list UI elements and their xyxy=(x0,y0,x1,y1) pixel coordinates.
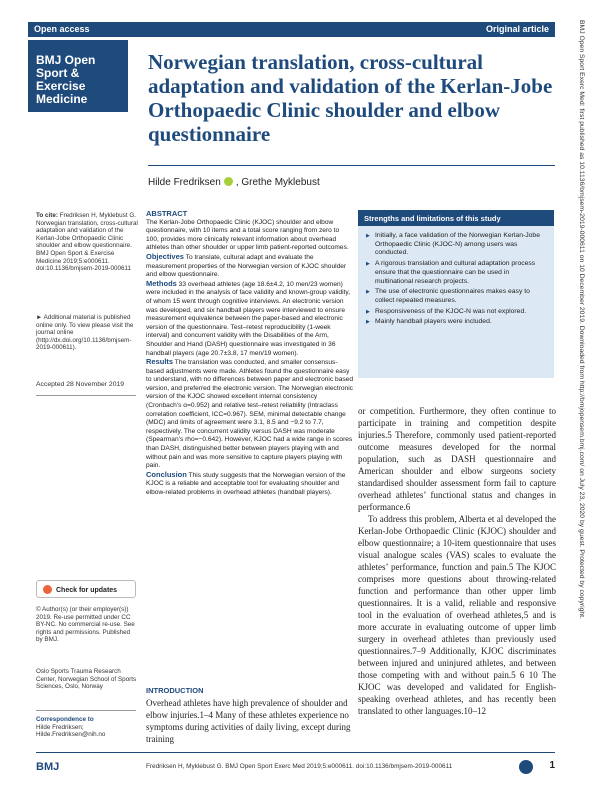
results-text: The translation was conducted, and smaller consensus-based adjustments were made. Athletes found the questionnaire easy to understand, with no differences between paper and electronic based version, and preferred the electronic version. The Norwegian electronic version of the KJOC showed excellent internal consistency (Cronbach’s α=0.952) and relative test–retest reliability (Intraclass correlation coefficient, ICC=0.967). SEM, minimal detectable change (MDC) and limits of agreement were 3.1, 8.5 and −9.2 to 7.7, respectively. The concurrent validity versus DASH was moderate (Spearman’s rho=−0.642). However, KJOC had a wide range in scores than DASH, distinguished better between players playing with and without pain and was more sensitive to capture players playing with pain. xyxy=(146,359,353,470)
introduction-heading: INTRODUCTION xyxy=(146,686,204,695)
update-icon xyxy=(43,585,52,594)
journal-line2: Sport & xyxy=(36,66,80,80)
cite-label: To cite: xyxy=(36,212,58,219)
corr-label: Correspondence to xyxy=(36,716,94,723)
abstract xyxy=(146,210,353,498)
strengths-list xyxy=(358,226,554,327)
correspondence xyxy=(36,716,138,739)
copyright-notice: © Author(s) (or their employer(s)) 2019. Re-use permitted under CC BY-NC. No commercial re-use. See rights and permissions. Published by BMJ. xyxy=(36,606,135,644)
bmj-seal-icon xyxy=(519,760,533,774)
methods-text: 33 overhead athletes (age 18.6±4.2, 10 men/23 women) were included in the analysis of face validity and known-group validity, of whom 15 went through cognitive interviews. An electronic version was developed, and six handball players were interviewed to ensure measurement equivalence between the paper-based and electronic version of the questionnaire. Test–retest reproducibility (1-week interval) and concurrent validity with the Disabilities of the Arm, Shoulder and Hand (DASH) questionnaire was investigated in 36 handball players (age 20.7±3.8, 17 men/19 women). xyxy=(146,280,351,357)
results-label: Results xyxy=(146,357,174,367)
footer-citation: Fredriksen H, Myklebust G. BMJ Open Sport Exerc Med 2019;5:e000611. doi:10.1136/bmjsem-2019-000611 xyxy=(146,763,453,770)
orcid-icon[interactable] xyxy=(224,177,233,186)
journal-line1: BMJ Open xyxy=(36,53,96,67)
author-1[interactable]: Hilde Fredriksen xyxy=(148,177,221,188)
introduction-text: Overhead athletes have high prevalence of shoulder and elbow injuries.1–4 Many of these athletes experience no symptoms during activities of daily living, except during training xyxy=(146,698,351,744)
cite-text: Fredriksen H, Myklebust G. Norwegian translation, cross-cultural adaptation and validation of the Kerlan-Jobe Orthopaedic Clinic shoulder and elbow questionnaire. BMJ Open Sport & Exercise Medicine 2019;5:e000611. doi:10.1136/bmjsem-2019-000611 xyxy=(36,212,138,273)
paragraph-2: To address this problem, Alberta et al developed the Kerlan-Jobe Orthopaedic Clinic (KJOC) shoulder and elbow questionnaire; a 10-item questionnaire that uses visual analogue scales (VAS) scales to evaluate the athletes’ performance, function and pain.5 The KJOC comprises more questions about throwing-related function and performance than other upper limb questionnaires. It is a valid, reliable and responsive tool in the evaluation of overhead athletes,5 and is more accurate in evaluating outcome of upper limb surgery in overhead athletes than previously used questionnaires.7–9 Additionally, KJOC discriminates between injured and uninjured athletes, and between those competing with and without pain.5 6 10 The KJOC was developed and validated for English-speaking overhead athletes, and has recently been translated to other languages.10–12 xyxy=(358,514,556,716)
open-access-label: Open access xyxy=(34,24,90,34)
corr-email[interactable]: Hilde Fredriksen; Hilde.Fredriksen@nih.no xyxy=(36,723,106,739)
abstract-objectives xyxy=(146,253,353,280)
footer-rule xyxy=(36,752,555,753)
abstract-results xyxy=(146,358,353,471)
article-title: Norwegian translation, cross-cultural adaptation and validation of the Kerlan-Jobe Orthopaedic Clinic shoulder and elbow questionnaire xyxy=(148,50,553,146)
objectives-text: To translate, cultural adapt and evaluate the measurement properties of the Norwegian version of KJOC shoulder and elbow questionnaire. xyxy=(146,253,347,279)
strengths-box xyxy=(358,210,554,378)
abstract-methods xyxy=(146,280,353,358)
conclusion-label: Conclusion xyxy=(146,469,187,479)
top-banner xyxy=(28,22,555,37)
list-item: ▶ The use of electronic questionnaires makes easy to collect repeated measures. xyxy=(366,288,548,305)
abstract-intro: The Kerlan-Jobe Orthopaedic Clinic (KJOC) shoulder and elbow questionnaire, with 10 items and a total score ranging from zero to 100, provides more clinically relevant information about overhead athletes than other shoulder or upper limb patient-reported outcomes. xyxy=(146,218,349,252)
author-list xyxy=(148,177,320,188)
footer xyxy=(36,760,555,780)
check-for-updates-button[interactable] xyxy=(36,580,136,598)
abstract-heading: ABSTRACT xyxy=(146,209,188,218)
left-divider xyxy=(36,395,136,396)
conclusion-text: This study suggests that the Norwegian version of the KJOC is a reliable and acceptable tool for evaluating shoulder and elbow-related problems in overhead athletes (handball players). xyxy=(146,471,346,496)
accepted-date: Accepted 28 November 2019 xyxy=(36,381,125,388)
side-download-notice[interactable]: BMJ Open Sport Exerc Med: first published as 10.1136/bmjsem-2019-000611 on 10 December 2019. Downloaded from http://bmjopensem.bmj.com/ on July 23, 2020 by guest. Protected by copyright. xyxy=(578,20,585,619)
paragraph-1: or competition. Furthermore, they often continue to participate in training and competition despite injuries.5 Therefore, commonly used patient-reported outcome measures developed for the normal population, such as DASH questionnaire and American shoulder and elbow surgeons society standardised shoulder assessment form fail to capture overhead athletes’ functional status and changes in performance.6 xyxy=(358,406,556,512)
bmj-logo: BMJ xyxy=(36,761,60,773)
citation-block xyxy=(36,212,138,273)
article-type-label: Original article xyxy=(485,24,549,34)
list-item: ▶ Mainly handball players were included. xyxy=(366,318,548,327)
abstract-conclusion xyxy=(146,471,353,498)
affiliation: Oslo Sports Trauma Research Center, Norwegian School of Sports Sciences, Oslo, Norway xyxy=(36,668,137,691)
journal-logo xyxy=(28,40,128,112)
left-divider-2 xyxy=(36,710,136,711)
additional-material[interactable]: ► Additional material is published online only. To view please visit the journal online (http://dx.doi.org/10.1136/bmjsem-2019-000611). xyxy=(36,314,134,352)
list-item: ▶ A rigorous translation and cultural adaptation process ensure that the questionnaire can be used in multinational research projects. xyxy=(366,260,548,286)
check-label: Check for updates xyxy=(56,587,118,594)
author-2[interactable]: , Grethe Myklebust xyxy=(235,177,320,188)
journal-line4: Medicine xyxy=(36,92,88,106)
journal-line3: Exercise xyxy=(36,79,86,93)
title-rule xyxy=(148,165,555,166)
strengths-heading: Strengths and limitations of this study xyxy=(358,210,554,226)
page-number: 1 xyxy=(549,760,555,771)
right-column-text xyxy=(358,405,556,717)
objectives-label: Objectives xyxy=(146,251,184,261)
list-item: ▶ Initially, a face validation of the Norwegian Kerlan-Jobe Orthopaedic Clinic (KJOC-N) among users was conducted. xyxy=(366,232,548,258)
methods-label: Methods xyxy=(146,278,177,288)
list-item: ▶ Responsiveness of the KJOC-N was not explored. xyxy=(366,308,548,317)
